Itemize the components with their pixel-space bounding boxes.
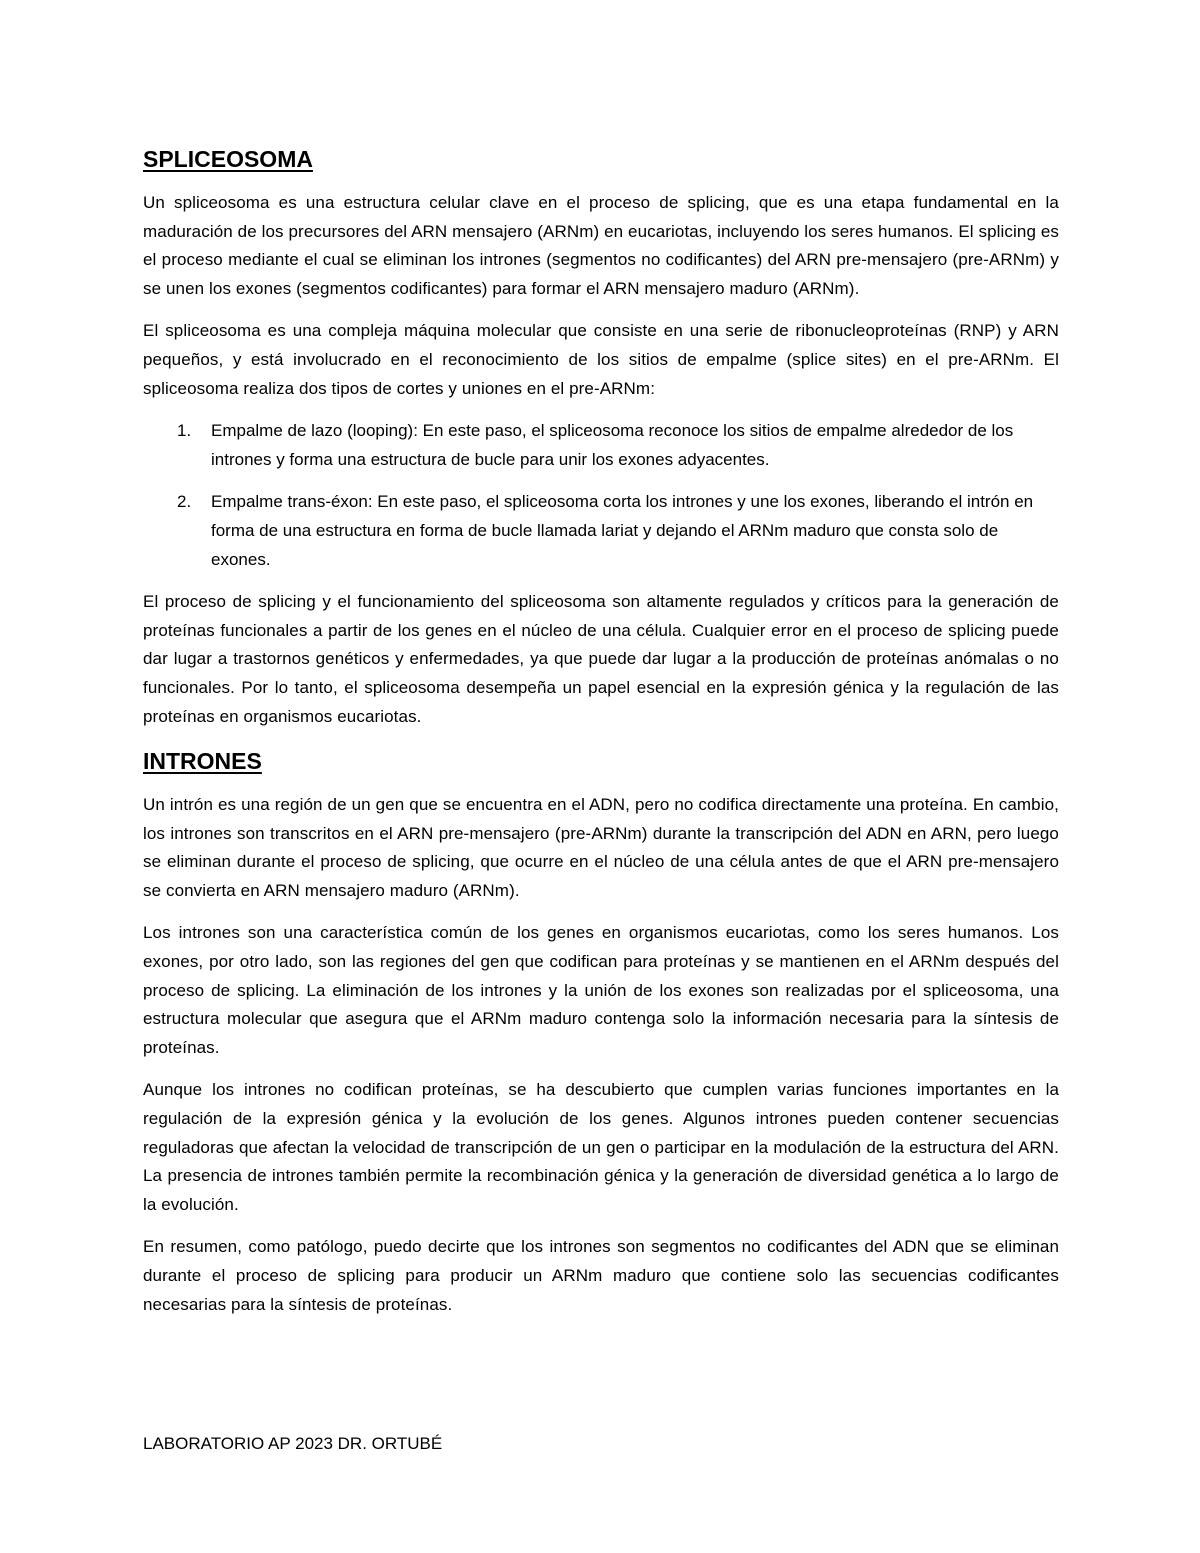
list-item-text: Empalme trans-éxon: En este paso, el spliceosoma corta los intrones y une los exones, liberando el intrón en forma de una estructura en forma de bucle llamada lariat y dejando el ARNm maduro que consta solo de exones. — [211, 492, 1034, 569]
document-body — [143, 143, 1059, 1333]
list-item-number: 1. — [177, 421, 192, 441]
paragraph: Un intrón es una región de un gen que se encuentra en el ADN, pero no codifica directamente una proteína. En cambio, los intrones son transcritos en el ARN pre-mensajero (pre-ARNm) durante la transcripción del ADN en ARN, pero luego se eliminan durante el proceso de splicing, que ocurre en el núcleo de una célula antes de que el ARN pre-mensajero se convierta en ARN mensajero maduro (ARNm). — [143, 795, 1059, 900]
paragraph: El spliceosoma es una compleja máquina molecular que consiste en una serie de ribonucleoproteínas (RNP) y ARN pequeños, y está involucrado en el reconocimiento de los sitios de empalme (splice sites) en el pre-ARNm. El spliceosoma realiza dos tipos de cortes y uniones en el pre-ARNm: — [143, 321, 1059, 398]
paragraph: Aunque los intrones no codifican proteínas, se ha descubierto que cumplen varias funciones importantes en la regulación de la expresión génica y la evolución de los genes. Algunos intrones pueden contener secuencias reguladoras que afectan la velocidad de transcripción de un gen o participar en la modulación de la estructura del ARN. La presencia de intrones también permite la recombinación génica y la generación de diversidad genética a lo largo de la evolución. — [143, 1080, 1059, 1214]
page-footer: LABORATORIO AP 2023 DR. ORTUBÉ — [143, 1434, 443, 1453]
paragraph: El proceso de splicing y el funcionamiento del spliceosoma son altamente regulados y críticos para la generación de proteínas funcionales a partir de los genes en el núcleo de una célula. Cualquier error en el proceso de splicing puede dar lugar a trastornos genéticos y enfermedades, ya que puede dar lugar a la producción de proteínas anómalas o no funcionales. Por lo tanto, el spliceosoma desempeña un papel esencial en la expresión génica y la regulación de las proteínas en organismos eucariotas. — [143, 592, 1059, 726]
section-title-intrones: INTRONES — [143, 748, 262, 775]
numbered-list — [143, 417, 1059, 574]
list-item-text: Empalme de lazo (looping): En este paso, el spliceosoma reconoce los sitios de empalme alrededor de los intrones y forma una estructura de bucle para unir los exones adyacentes. — [211, 421, 1014, 469]
list-item — [143, 488, 1059, 574]
section-title-spliceosoma: SPLICEOSOMA — [143, 146, 313, 172]
list-item — [143, 417, 1059, 474]
paragraph: Los intrones son una característica común de los genes en organismos eucariotas, como los seres humanos. Los exones, por otro lado, son las regiones del gen que codifican para proteínas y se mantienen en el ARNm después del proceso de splicing. La eliminación de los intrones y la unión de los exones son realizadas por el spliceosoma, una estructura molecular que asegura que el ARNm maduro contenga solo la información necesaria para la síntesis de proteínas. — [143, 923, 1059, 1057]
paragraph: Un spliceosoma es una estructura celular clave en el proceso de splicing, que es una etapa fundamental en la maduración de los precursores del ARN mensajero (ARNm) en eucariotas, incluyendo los seres humanos. El splicing es el proceso mediante el cual se eliminan los intrones (segmentos no codificantes) del ARN pre-mensajero (pre-ARNm) y se unen los exones (segmentos codificantes) para formar el ARN mensajero maduro (ARNm). — [143, 193, 1059, 298]
list-item-number: 2. — [177, 492, 192, 512]
paragraph: En resumen, como patólogo, puedo decirte que los intrones son segmentos no codificantes del ADN que se eliminan durante el proceso de splicing para producir un ARNm maduro que contiene solo las secuencias codificantes necesarias para la síntesis de proteínas. — [143, 1237, 1059, 1314]
